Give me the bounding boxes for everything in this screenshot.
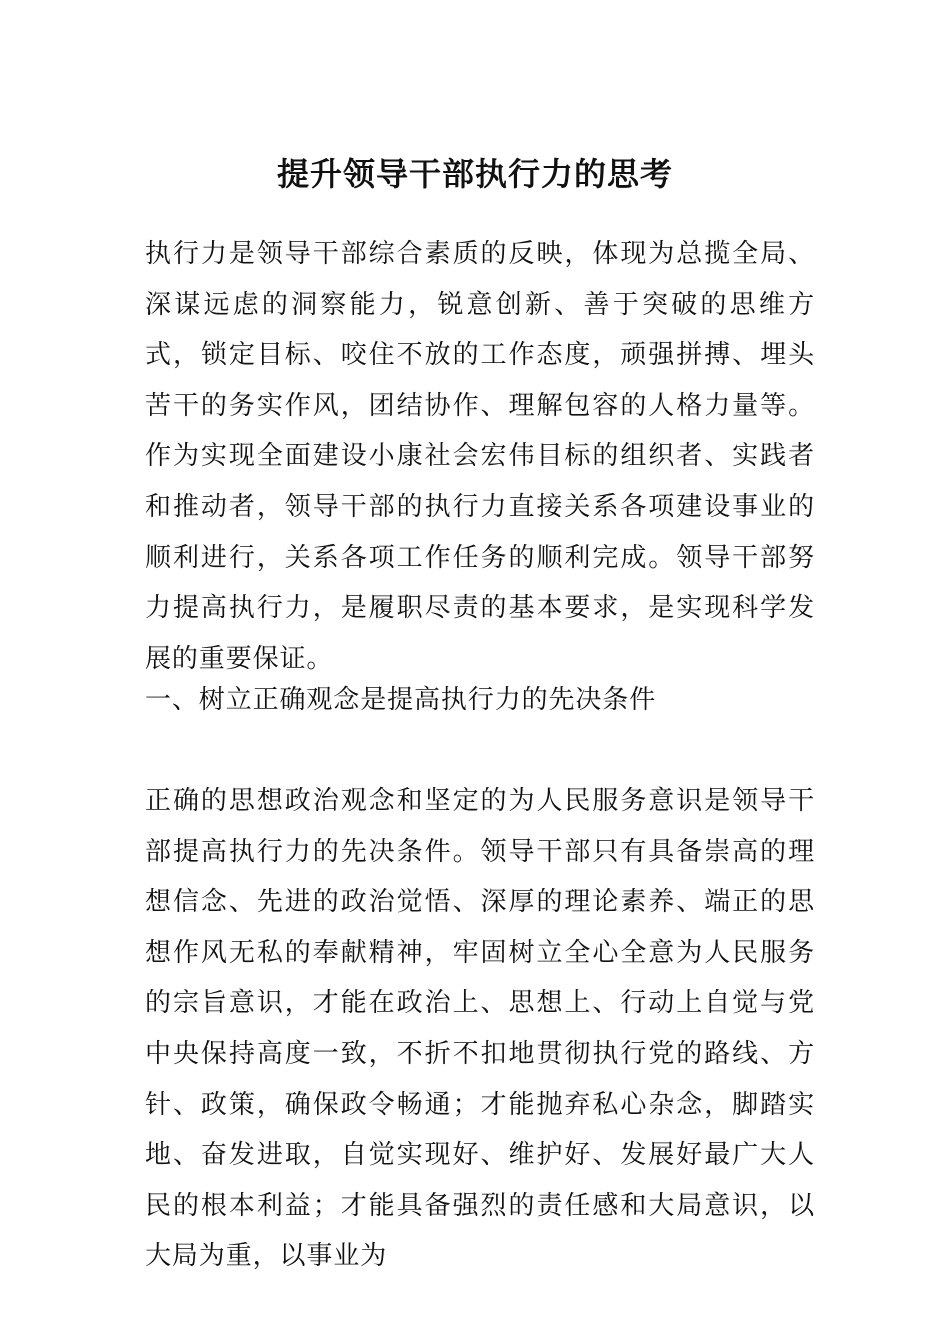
section-heading: 一、树立正确观念是提高执行力的先决条件	[145, 685, 657, 715]
document-title: 提升领导干部执行力的思考	[276, 155, 673, 194]
intro-paragraph: 执行力是领导干部综合素质的反映，体现为总揽全局、深谋远虑的洞察能力，锐意创新、善于突破的思维方式，锁定目标、咬住不放的工作态度，顽强拼搏、埋头苦干的务实作风，团结协作、理解包容的人格力量等。作为实现全面建设小康社会宏伟目标的组织者、实践者和推动者，领导干部的执行力直接关系各项建设事业的顺利进行，关系各项工作任务的顺利完成。领导干部努力提高执行力，是履职尽责的基本要求，是实现科学发展的重要保证。	[145, 239, 815, 674]
section-paragraph: 正确的思想政治观念和坚定的为人民服务意识是领导干部提高执行力的先决条件。领导干部只有具备崇高的理想信念、先进的政治觉悟、深厚的理论素养、端正的思想作风无私的奉献精神，牢固树立全心全意为人民服务的宗旨意识，才能在政治上、思想上、行动上自觉与党中央保持高度一致，不折不扣地贯彻执行党的路线、方针、政策，确保政令畅通；才能抛弃私心杂念，脚踏实地、奋发进取，自觉实现好、维护好、发展好最广大人民的根本利益；才能具备强烈的责任感和大局意识，以大局为重，以事业为	[145, 786, 815, 1272]
